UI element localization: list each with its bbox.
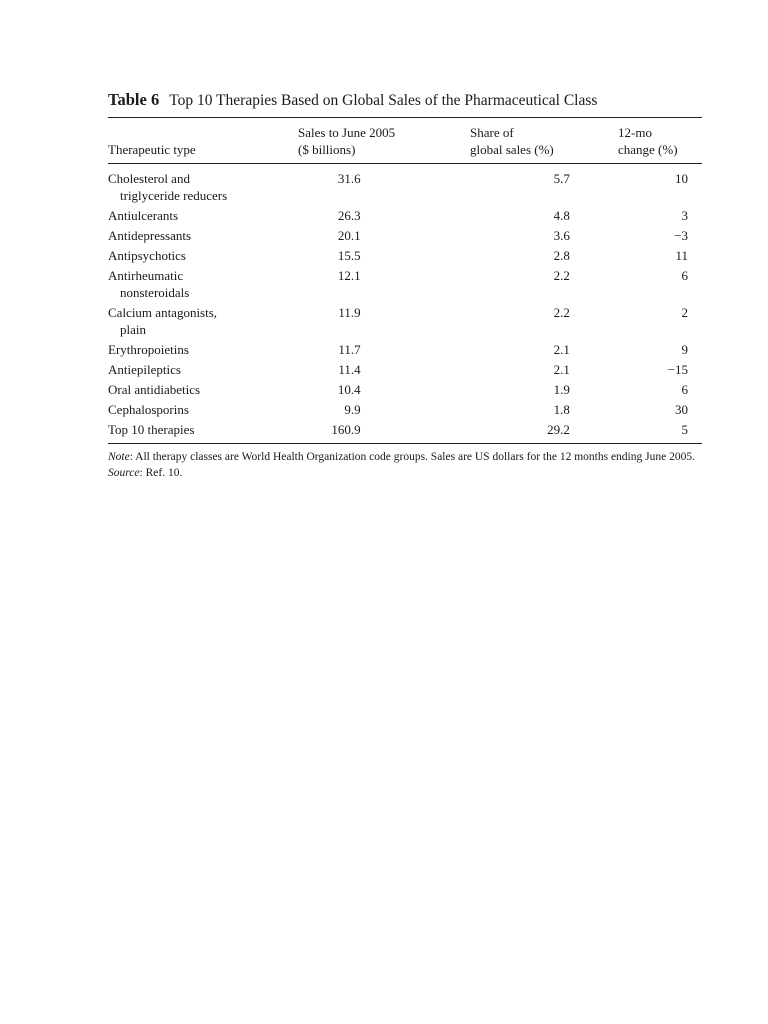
cell-therapeutic-type: Oral antidiabetics bbox=[108, 382, 201, 397]
cell-sales: 11.9 bbox=[338, 305, 361, 320]
cell-sales: 9.9 bbox=[344, 402, 361, 417]
cell-sales: 20.1 bbox=[337, 228, 361, 243]
table-label: Table 6 bbox=[108, 90, 160, 109]
bottom-rule bbox=[108, 443, 702, 444]
cell-share: 2.1 bbox=[553, 362, 570, 377]
cell-sales: 10.4 bbox=[337, 382, 361, 397]
cell-therapeutic-type: Cholesterol and triglyceride reducers bbox=[108, 171, 228, 203]
note-label: Note bbox=[108, 451, 130, 463]
table-row bbox=[108, 340, 702, 360]
cell-therapeutic-type: Antidepressants bbox=[108, 228, 192, 243]
table-row bbox=[108, 400, 702, 420]
table-row bbox=[108, 420, 702, 444]
cell-sales: 160.9 bbox=[331, 422, 361, 437]
table-row bbox=[108, 266, 702, 303]
table-body bbox=[108, 164, 702, 443]
cell-share: 2.1 bbox=[553, 342, 570, 357]
cell-change: 10 bbox=[675, 171, 688, 186]
cell-change: 11 bbox=[675, 248, 688, 263]
cell-share: 29.2 bbox=[547, 422, 570, 437]
cell-change: 3 bbox=[681, 208, 688, 223]
cell-therapeutic-type: Erythropoietins bbox=[108, 342, 189, 357]
cell-sales: 26.3 bbox=[337, 208, 361, 223]
cell-change: 9 bbox=[681, 342, 688, 357]
cell-sales: 12.1 bbox=[337, 268, 361, 283]
table-header bbox=[108, 118, 702, 163]
table-row bbox=[108, 164, 702, 206]
cell-sales: 31.6 bbox=[337, 171, 361, 186]
cell-sales: 11.4 bbox=[338, 362, 361, 377]
cell-share: 4.8 bbox=[553, 208, 570, 223]
cell-change: 6 bbox=[681, 268, 688, 283]
cell-share: 1.9 bbox=[553, 382, 570, 397]
cell-therapeutic-type: Cephalosporins bbox=[108, 402, 189, 417]
cell-change: 5 bbox=[681, 422, 688, 437]
cell-sales: 11.7 bbox=[338, 342, 361, 357]
table-note bbox=[108, 450, 708, 481]
table-block bbox=[108, 90, 702, 481]
table-row bbox=[108, 246, 702, 266]
cell-change: 30 bbox=[675, 402, 688, 417]
sales-table-body bbox=[108, 164, 702, 443]
cell-sales: 15.5 bbox=[337, 248, 361, 263]
table-row bbox=[108, 303, 702, 340]
header-row bbox=[108, 118, 702, 163]
cell-therapeutic-type: Antirheumatic nonsteroidals bbox=[108, 268, 190, 300]
cell-change: −3 bbox=[674, 228, 688, 243]
cell-therapeutic-type: Antiulcerants bbox=[108, 208, 179, 223]
table-caption bbox=[108, 90, 702, 111]
cell-change: −15 bbox=[667, 362, 688, 377]
cell-change: 2 bbox=[681, 305, 688, 320]
cell-share: 2.2 bbox=[553, 268, 570, 283]
cell-share: 1.8 bbox=[553, 402, 570, 417]
cell-share: 5.7 bbox=[553, 171, 570, 186]
note-text: : All therapy classes are World Health Organization code groups. Sales are US dollars for the 12 months ending June 2005. bbox=[129, 451, 695, 463]
table-row bbox=[108, 380, 702, 400]
table-title: Top 10 Therapies Based on Global Sales of the Pharmaceutical Class bbox=[169, 92, 598, 109]
cell-therapeutic-type: Antipsychotics bbox=[108, 248, 186, 263]
source-label: Source bbox=[108, 466, 140, 479]
cell-share: 2.8 bbox=[553, 248, 570, 263]
table-row bbox=[108, 206, 702, 226]
header-therapeutic-type: Therapeutic type bbox=[108, 142, 196, 157]
cell-therapeutic-type: Calcium antagonists, plain bbox=[108, 305, 218, 337]
header-change: 12-mo change (%) bbox=[618, 125, 678, 157]
source-text: : Ref. 10. bbox=[139, 466, 183, 479]
cell-change: 6 bbox=[681, 382, 688, 397]
cell-share: 3.6 bbox=[553, 228, 570, 243]
header-sales: Sales to June 2005 ($ billions) bbox=[298, 125, 396, 157]
cell-share: 2.2 bbox=[553, 305, 570, 320]
header-share: Share of global sales (%) bbox=[470, 125, 554, 157]
table-row bbox=[108, 226, 702, 246]
cell-therapeutic-type: Antiepileptics bbox=[108, 362, 181, 377]
table-row bbox=[108, 360, 702, 380]
cell-therapeutic-type: Top 10 therapies bbox=[108, 422, 195, 437]
sales-table bbox=[108, 118, 702, 163]
